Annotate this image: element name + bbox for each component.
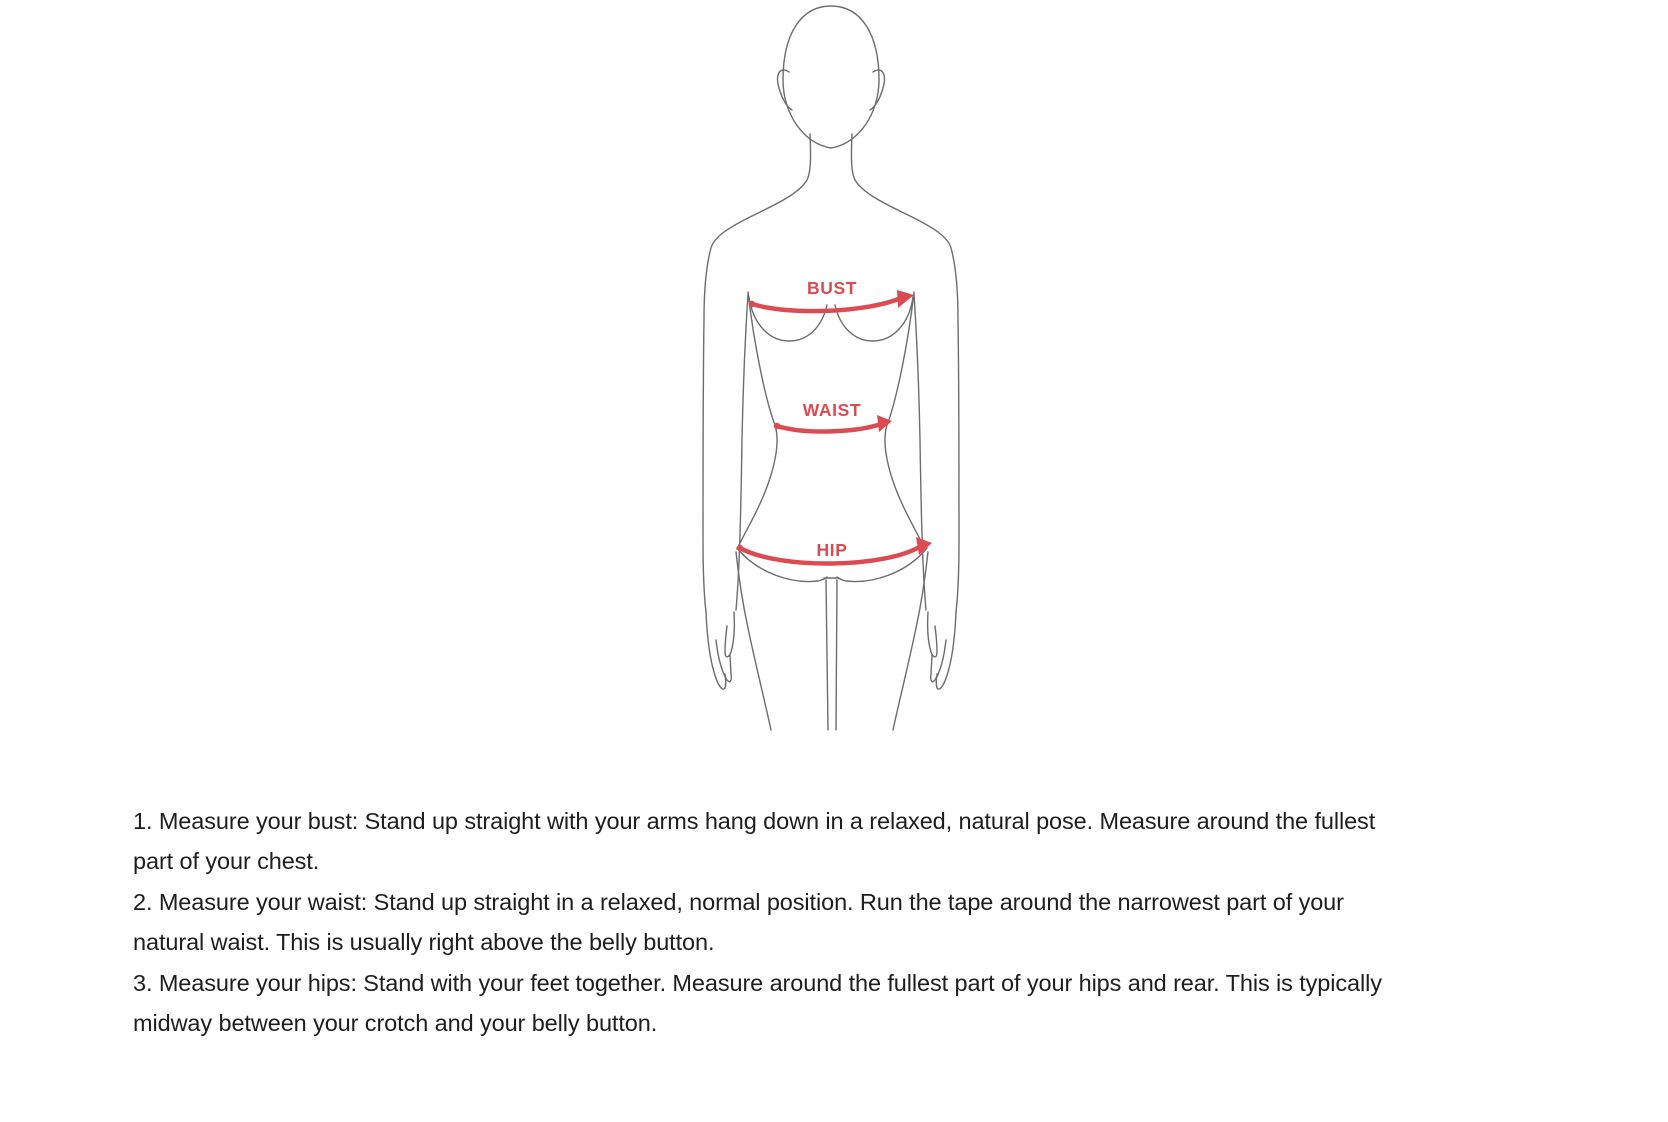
left-inner-leg-outline (826, 580, 828, 730)
instruction-line: 3. Measure your hips: Stand with your feet together. Measure around the fullest part of your hips and rear. This is typically (133, 969, 1382, 996)
left-hand-outline (706, 612, 734, 689)
bust-label: BUST (806, 278, 858, 298)
left-bust-curve (749, 297, 827, 341)
head-outline (783, 6, 879, 148)
right-hand-outline (928, 612, 956, 689)
body-measurement-diagram (690, 0, 980, 735)
instruction-line: 1. Measure your bust: Stand up straight with your arms hang down in a relaxed, natural pose. Measure around the fullest (133, 808, 1376, 834)
left-outer-leg-outline (736, 552, 771, 730)
measurement-instructions (133, 801, 1553, 1043)
measurement-figure-svg (690, 0, 980, 735)
left-neck-shoulder-arm-outline (703, 134, 811, 612)
waist-label: WAIST (802, 400, 862, 420)
instruction-line: natural waist. This is usually right above the belly button. (133, 929, 715, 956)
instruction-line: 2. Measure your waist: Stand up straight in a relaxed, normal position. Run the tape around the narrowest part of your (133, 888, 1344, 915)
right-inner-leg-outline (836, 580, 837, 730)
right-neck-shoulder-arm-outline (851, 134, 959, 612)
right-ear-outline (870, 70, 884, 110)
instruction-line: part of your chest. (133, 848, 320, 875)
instruction-line: midway between your crotch and your belly button. (133, 1010, 658, 1037)
left-ear-outline (778, 70, 792, 110)
hip-label: HIP (816, 540, 848, 560)
right-inner-arm-outline (914, 294, 926, 610)
right-outer-leg-outline (893, 552, 928, 730)
